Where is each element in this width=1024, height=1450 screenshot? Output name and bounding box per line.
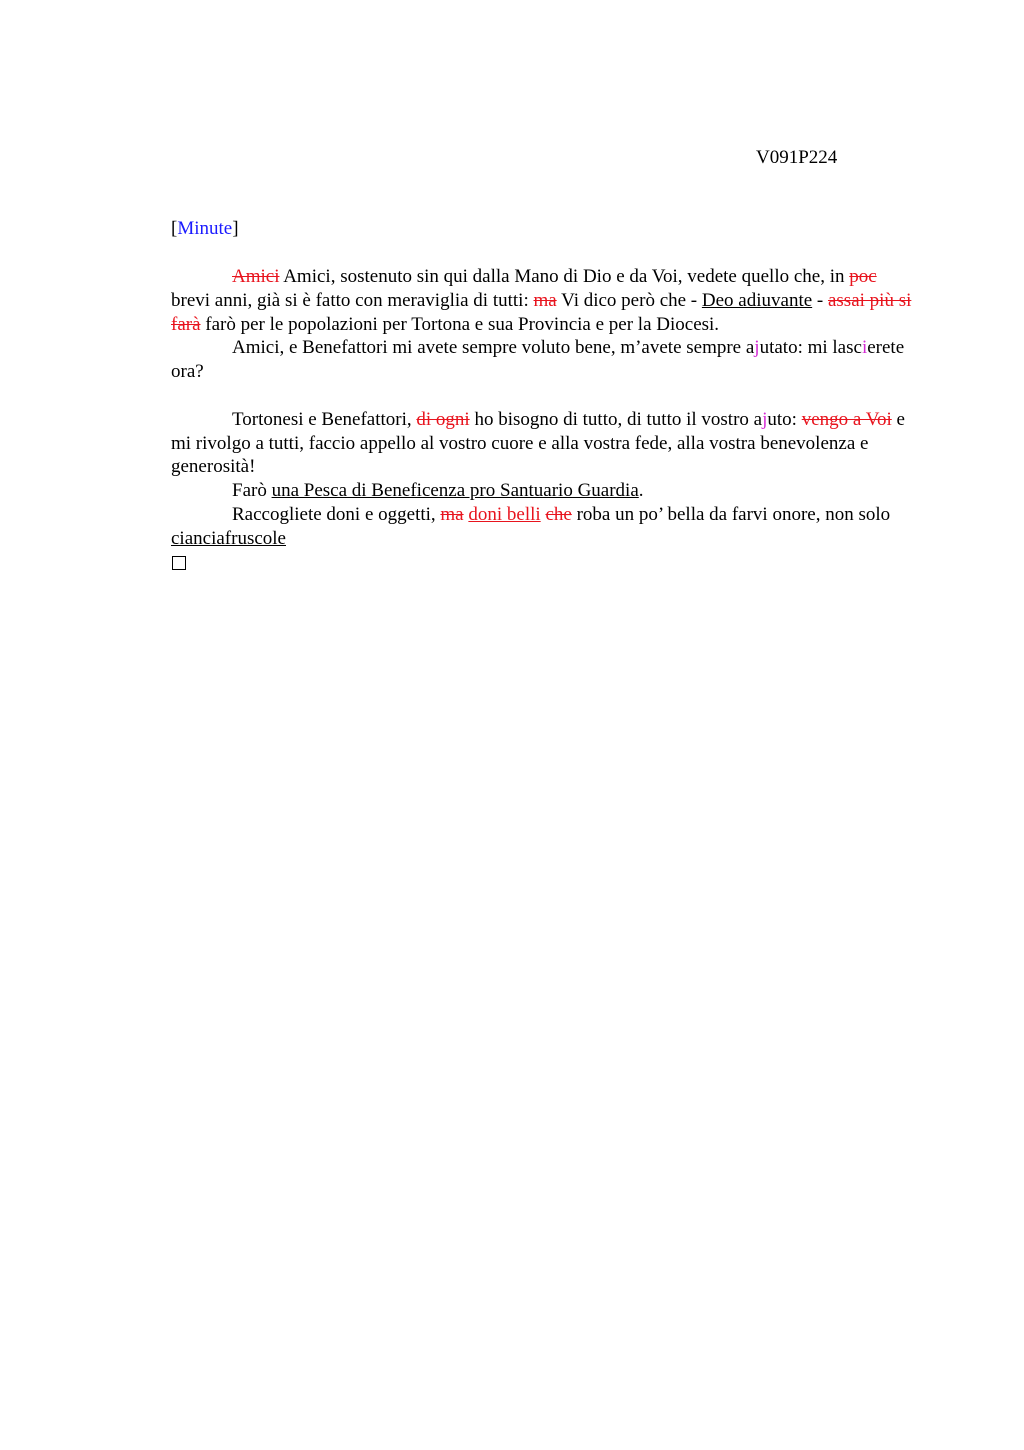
deleted-underlined-text: doni belli (468, 503, 541, 525)
section-label (171, 217, 239, 241)
paragraph-4 (171, 479, 919, 503)
deleted-text: vengo a Voi (801, 408, 892, 430)
text: ho bisogno di tutto, di tutto il vostro a (469, 408, 763, 430)
section-label-text: Minute (177, 218, 233, 239)
text: Farò (232, 480, 272, 502)
text: uto: (767, 408, 802, 430)
text: brevi anni, già si è fatto con meraviglia di tutti: (171, 289, 534, 311)
bracket-open: [ (171, 218, 178, 239)
text: . (638, 480, 644, 502)
text: Amici, e Benefattori mi avete sempre voluto bene, m’avete sempre a (232, 337, 755, 359)
deleted-text: ma (533, 289, 557, 311)
underlined-text: Deo adiuvante (701, 289, 813, 311)
text: utato: mi lasc (759, 337, 862, 359)
text: farò per le popolazioni per Tortona e sua Provincia e per la Diocesi. (200, 313, 720, 335)
paragraph-5 (171, 503, 919, 551)
deleted-text: che (545, 503, 572, 525)
text: Amici, sostenuto sin qui dalla Mano di Dio e da Voi, vedete quello che, in (279, 266, 850, 287)
deleted-text: ma (440, 503, 464, 525)
underlined-text: cianciafruscole (171, 527, 286, 549)
deleted-text: di ogni (416, 408, 470, 430)
page-id: V091P224 (756, 147, 838, 168)
paragraph-3 (171, 408, 919, 479)
text: e mi rivolgo a tutti, faccio appello al vostro cuore e alla vostra fede, alla vostra benevolenza e generosità! (171, 408, 905, 478)
inserted-letter: i (861, 337, 868, 359)
bracket-close: ] (232, 218, 239, 239)
paragraph-2 (171, 336, 919, 384)
deleted-text: poc (849, 266, 877, 287)
inserted-letter: j (754, 337, 760, 359)
deleted-text: Amici (232, 266, 280, 287)
paragraph-spacer (171, 384, 919, 408)
deleted-text: assai più si farà (171, 289, 912, 335)
text: erete ora? (171, 337, 905, 383)
paragraph-1 (171, 265, 919, 336)
underlined-text: una Pesca di Beneficenza pro Santuario Guardia (271, 480, 639, 502)
document-body (171, 265, 919, 576)
text: roba un po’ bella da farvi onore, non solo (571, 503, 891, 525)
end-marker-box-icon (172, 556, 186, 570)
text: - (812, 289, 828, 311)
inserted-letter: j (762, 408, 768, 430)
text: Vi dico però che - (556, 289, 702, 311)
text: Raccogliete doni e oggetti, (232, 503, 441, 525)
text: Tortonesi e Benefattori, (232, 408, 417, 430)
